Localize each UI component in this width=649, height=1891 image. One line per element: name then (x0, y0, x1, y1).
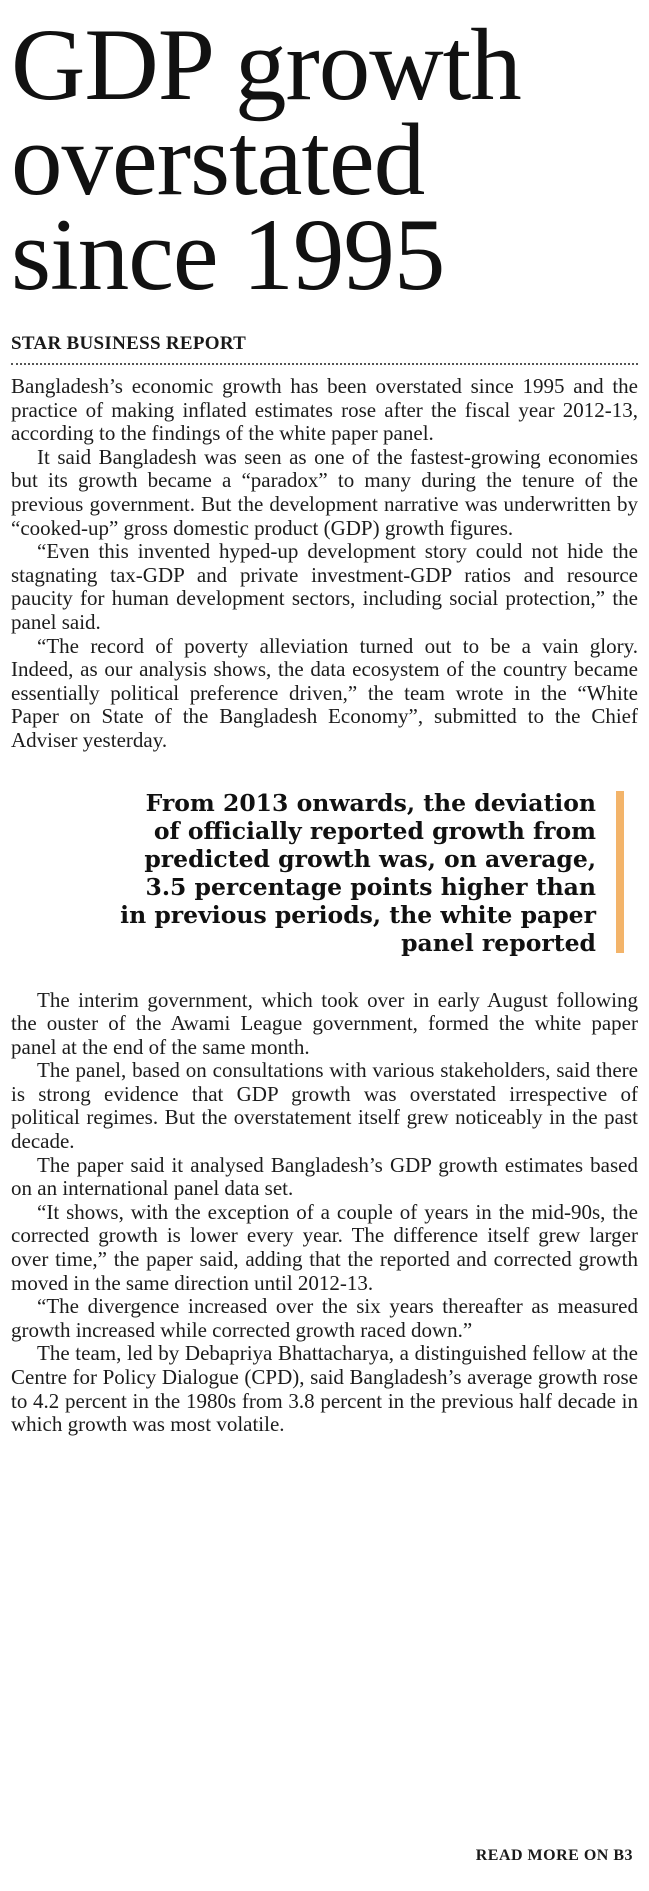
paragraph: “The divergence increased over the six years thereafter as measured growth increased while corrected growth raced down.” (11, 1294, 638, 1342)
pull-quote-line: of officially reported growth from (153, 816, 596, 845)
headline-line-1: GDP growth (11, 8, 521, 122)
paragraph: The panel, based on consultations with various stakeholders, said there is strong evidence that GDP growth was overstated irrespective of political regimes. But the overstatement itself grew noticeably in the past decade. (11, 1058, 638, 1154)
paragraph: The team, led by Debapriya Bhattacharya, a distinguished fellow at the Centre for Policy Dialogue (CPD), said Bangladesh’s average growth rose to 4.2 percent in the 1980s from 3.8 percent in the previous half decade in which growth was most volatile. (11, 1341, 638, 1437)
article-body-bottom (11, 989, 638, 1437)
headline-line-2: overstated (11, 103, 425, 217)
article-body-top (11, 375, 638, 753)
paragraph: “It shows, with the exception of a couple of years in the mid-90s, the corrected growth is lower every year. The difference itself grew larger over time,” the paper said, adding that the reported and corrected growth moved in the same direction until 2012-13. (11, 1199, 638, 1295)
pull-quote-line: in previous periods, the white paper (120, 900, 596, 929)
pull-quote-line: 3.5 percentage points higher than (145, 872, 596, 901)
pull-quote-line: predicted growth was, on average, (144, 844, 596, 873)
headline-line-3: since 1995 (11, 198, 445, 312)
paragraph: The paper said it analysed Bangladesh’s GDP growth estimates based on an international panel data set. (11, 1152, 638, 1201)
paragraph: It said Bangladesh was seen as one of the fastest-growing economies but its growth became a “paradox” to many during the tenure of the previous government. But the development narrative was underwritten by “cooked-up” gross domestic product (GDP) growth figures. (11, 444, 638, 540)
pull-quote-line: panel reported (401, 928, 596, 957)
pull-quote (11, 789, 638, 957)
paragraph: The interim government, which took over in early August following the ouster of the Awami League government, formed the white paper panel at the end of the same month. (11, 987, 638, 1059)
byline: STAR BUSINESS REPORT (11, 333, 638, 365)
pull-quote-line: From 2013 onwards, the deviation (145, 788, 596, 817)
paragraph: Bangladesh’s economic growth has been overstated since 1995 and the practice of making inflated estimates rose after the fiscal year 2012-13, according to the findings of the white paper panel. (11, 374, 638, 446)
pull-quote-accent-bar (616, 791, 624, 953)
paragraph: “Even this invented hyped-up development story could not hide the stagnating tax-GDP and private investment-GDP ratios and resource paucity for human development sectors, including social protection,” the panel said. (11, 539, 638, 634)
read-more-link[interactable]: READ MORE ON B3 (470, 1847, 633, 1865)
paragraph: “The record of poverty alleviation turned out to be a vain glory. Indeed, as our analysis shows, the data ecosystem of the country became essentially political preference driven,” the team wrote in the “White Paper on State of the Bangladesh Economy”, submitted to the Chief Adviser yesterday. (11, 633, 638, 752)
headline (11, 0, 638, 312)
